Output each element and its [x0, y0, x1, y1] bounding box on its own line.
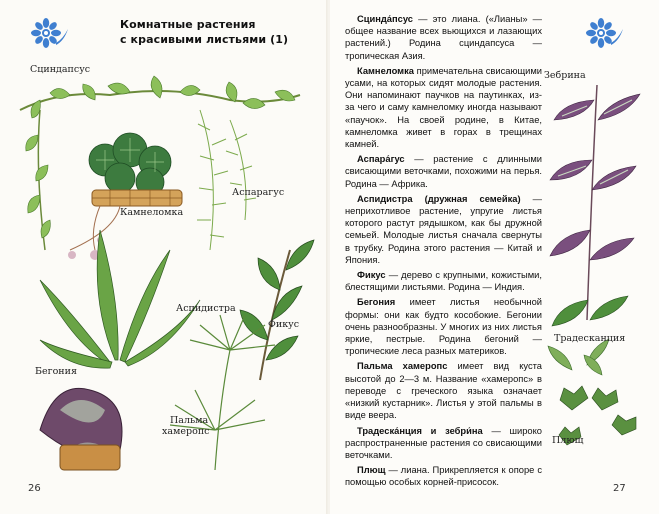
- paragraph-term: Фикус: [357, 270, 386, 281]
- paragraph: [345, 425, 542, 462]
- title-line-2: с красивыми листьями (1): [120, 33, 289, 46]
- label-begonia: Бегония: [35, 366, 77, 377]
- paragraph-text: — неприхотливое растение, упругие листья которого растут рядышком, как бы дружной семьей. Молодые листья сначала свернуты в трубку. Родина этого растения — Китай и Япония.: [345, 193, 542, 265]
- paragraph: [345, 269, 542, 293]
- tradescantia-illustration: [548, 339, 609, 375]
- aspidistra-illustration: [40, 230, 200, 368]
- paragraph-term: Пальма хамеропс: [357, 361, 448, 372]
- page-title: [120, 17, 300, 47]
- paragraph: [345, 360, 542, 421]
- paragraph: [345, 193, 542, 266]
- paragraph: [345, 153, 542, 190]
- paragraph-term: Сцинда́псус: [357, 14, 414, 24]
- paragraph-term: Аспидистра (дружная семейка): [357, 193, 521, 204]
- article-text: [345, 13, 542, 492]
- paragraph-text: — лиана. Прикрепляется к опоре с помощью особых корней-присосок.: [345, 465, 542, 488]
- plants-illustration: [0, 50, 326, 480]
- paragraph: [345, 296, 542, 357]
- zebrina-illustration: [550, 85, 640, 326]
- label-palm-line2: хамеропс: [162, 426, 210, 437]
- label-tradescantia: Традесканция: [554, 333, 626, 344]
- label-palm-line1: Пальма: [170, 415, 209, 426]
- right-plants-illustration: [542, 80, 652, 470]
- paragraph: [345, 13, 542, 62]
- saxifrage-illustration: [68, 133, 182, 260]
- paragraph: [345, 464, 542, 488]
- label-scindapsus: Сциндапсус: [30, 64, 91, 75]
- page-number-right: 27: [613, 483, 626, 494]
- paragraph-text: — дерево с крупными, кожистыми, блестящими листьями. Родина — Индия.: [345, 270, 542, 293]
- label-saxifrage: Камнеломка: [120, 207, 184, 218]
- paragraph-text: имеет листья необычной формы: они как будто кособокие. Бегонии очень разнообразны. У многих из них листья яркие, пестрые. Родина бегоний — тропические леса разных материков.: [345, 297, 542, 357]
- label-zebrina: Зебрина: [544, 70, 586, 81]
- page-number-left: 26: [28, 483, 41, 494]
- paragraph-text: — это лиана. («Лианы» — общее название всех вьющихся и лазающих растений.) Родина сциндапсуса — тропическая Азия.: [345, 14, 542, 61]
- paragraph-text: примечательна свисающими усами, на которых сидят молодые растения. Они напоминают паучков на паутинках, из-за чего и саму камнеломку иногда называют «паучок». На своей родине, в Китае, камнеломка живет в горах в трещинах камней.: [345, 65, 542, 150]
- paragraph-text: — широко распространенные растения со свисающими веточками.: [345, 425, 542, 460]
- paragraph-text: — растение с длинными свисающими веточками, похожими на перья. Родина — Африка.: [345, 154, 542, 189]
- palm-illustration: [170, 315, 275, 470]
- flower-corner-icon: [30, 17, 70, 51]
- begonia-illustration: [40, 388, 122, 470]
- title-line-1: Комнатные растения: [120, 18, 256, 31]
- paragraph: [345, 65, 542, 150]
- label-aspidistra: Аспидистра: [176, 303, 236, 314]
- paragraph-term: Плющ: [357, 465, 386, 476]
- label-asparagus: Аспарагус: [232, 187, 285, 198]
- label-ficus: Фикус: [268, 319, 300, 330]
- paragraph-term: Камнеломка: [357, 65, 414, 76]
- paragraph-term: Аспара́гус: [357, 154, 405, 165]
- paragraph-text: имеет вид куста высотой до 2—3 м. Название «хамеропс» в переводе с греческого языка означает «низкий кустарник». Листья у этой пальмы в виде веера.: [345, 361, 542, 421]
- ficus-illustration: [240, 240, 314, 380]
- asparagus-illustration: [197, 110, 256, 250]
- paragraph-term: Бегония: [357, 297, 396, 308]
- left-page: [0, 0, 329, 514]
- label-ivy: Плющ: [552, 435, 584, 446]
- flower-corner-icon: [585, 17, 625, 51]
- paragraph-term: Традеска́нция и зебри́на: [357, 425, 483, 436]
